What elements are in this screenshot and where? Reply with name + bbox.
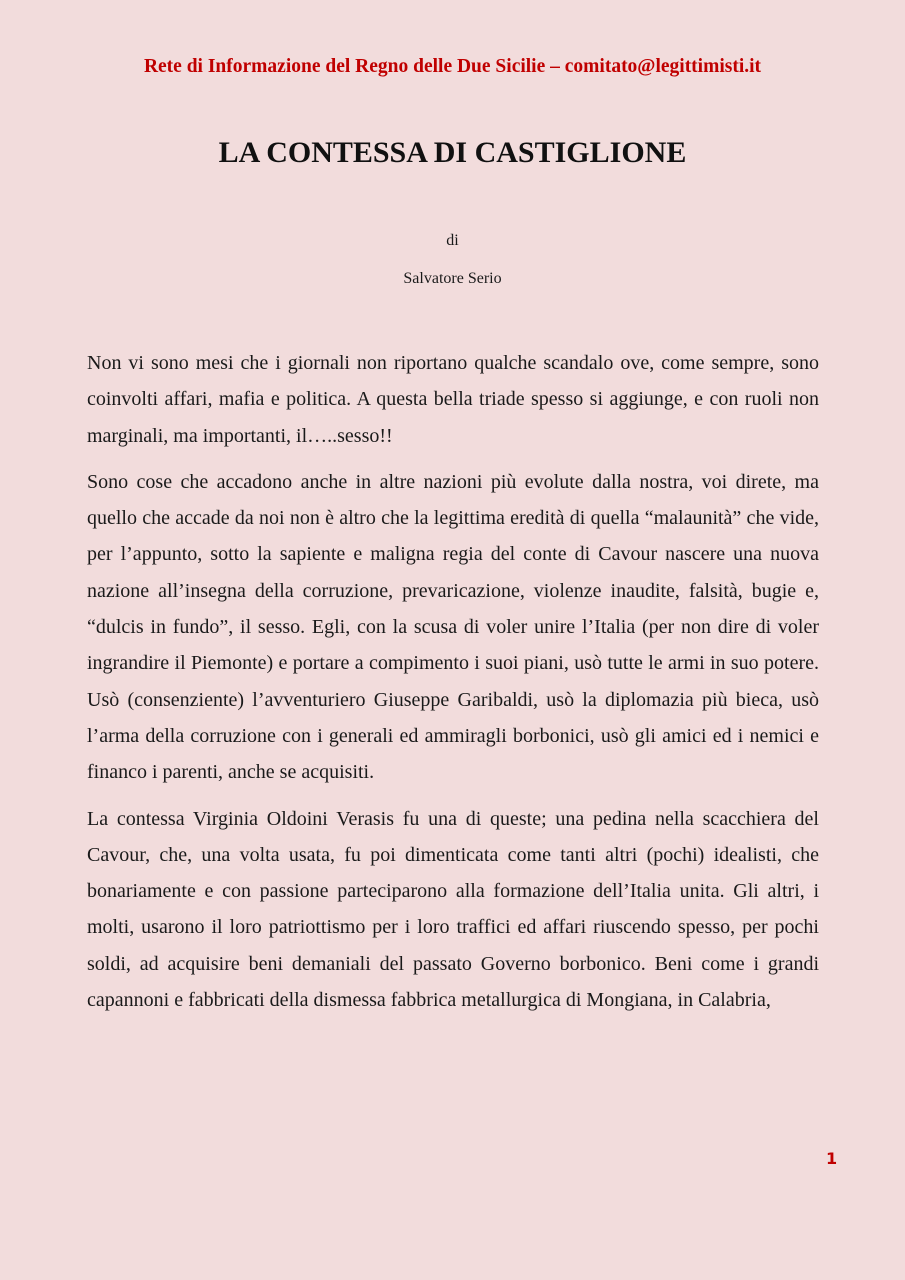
header-banner: Rete di Informazione del Regno delle Due Sicilie – comitato@legittimisti.it — [143, 56, 762, 77]
paragraph-3: La contessa Virginia Oldoini Verasis fu una di queste; una pedina nella scacchiera del Cavour, che, una volta usata, fu poi dimenticata come tanti altri (pochi) idealisti, che bonariamente e con passione parteciparono alla formazione dell’Italia unita. Gli altri, i molti, usarono il loro patriottismo per i loro traffici ed affari riuscendo spesso, per pochi soldi, ad acquisire beni demaniali del passato Governo borbonico. Beni come i grandi capannoni e fabbricati della dismessa fabbrica metallurgica di Mongiana, in Calabria, — [87, 807, 819, 1012]
article-body — [87, 345, 819, 1028]
paragraph-2: Sono cose che accadono anche in altre nazioni più evolute dalla nostra, voi direte, ma quello che accade da noi non è altro che la legittima eredità di quella “malaunità” che vide, per l’appunto, sotto la sapiente e maligna regia del conte di Cavour nascere una nuova nazione all’insegna della corruzione, prevaricazione, violenze inaudite, falsità, bugie e, “dulcis in fundo”, il sesso. Egli, con la scusa di voler unire l’Italia (per non dire di voler ingrandire il Piemonte) e portare a compimento i suoi piani, usò tutte le armi in suo potere. Usò (consenziente) l’avventuriero Giuseppe Garibaldi, usò la diplomazia più bieca, usò l’arma della corruzione con i generali ed ammiragli borbonici, usò gli amici ed i nemici e financo i parenti, anche se acquisiti. — [87, 470, 819, 784]
paragraph-1: Non vi sono mesi che i giornali non riportano qualche scandalo ove, come sempre, sono coinvolti affari, mafia e politica. A questa bella triade spesso si aggiunge, e con ruoli non marginali, ma importanti, il…..sesso!! — [87, 352, 819, 447]
byline-prefix: di — [446, 232, 459, 249]
author-name: Salvatore Serio — [403, 270, 502, 287]
page-number: 1 — [826, 1149, 838, 1168]
article-title: LA CONTESSA DI CASTIGLIONE — [218, 136, 687, 169]
